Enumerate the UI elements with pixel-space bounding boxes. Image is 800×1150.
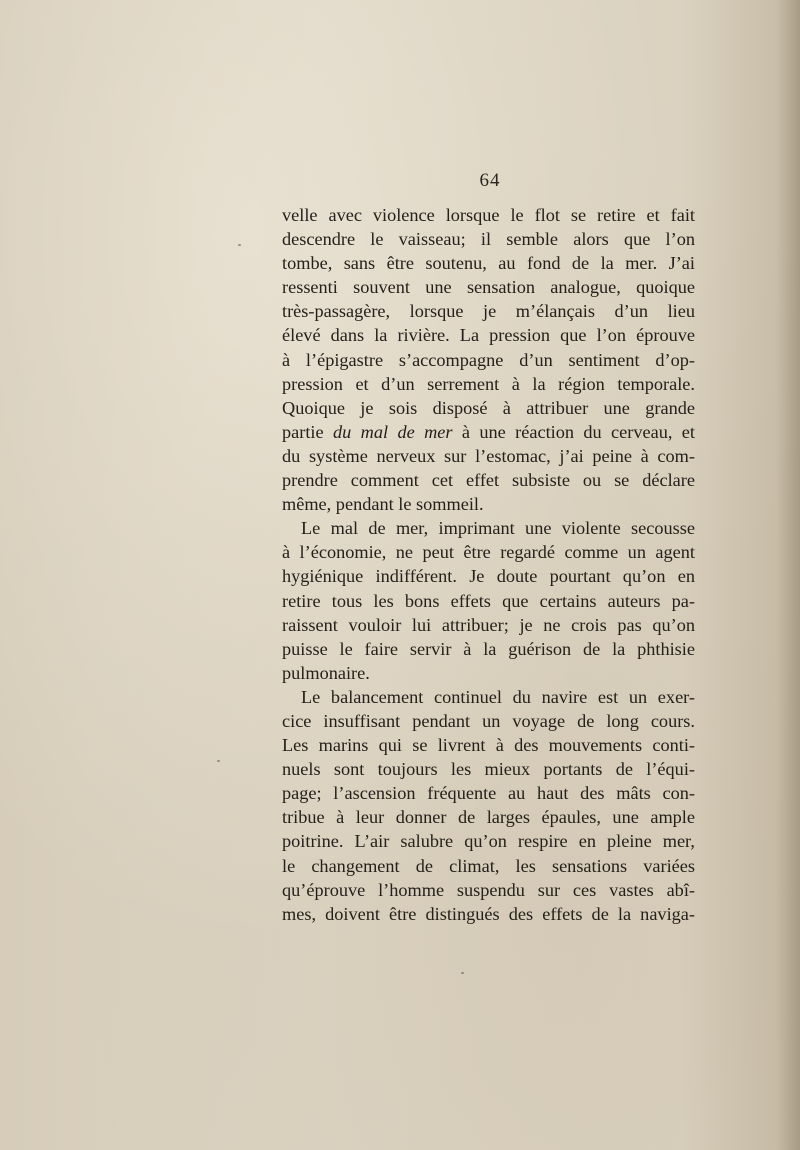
- text-line: prendre comment cet effet subsiste ou se déclare: [282, 470, 695, 491]
- text-line: ressenti souvent une sensation analogue, quoique: [282, 277, 695, 298]
- text-line: même, pendant le sommeil.: [282, 494, 484, 515]
- text-line: Les marins qui se livrent à des mouvements conti-: [282, 735, 695, 756]
- text-line: le changement de climat, les sensations variées: [282, 855, 695, 876]
- text-line: velle avec violence lorsque le flot se retire et fait: [282, 205, 695, 225]
- text-line: Quoique je sois disposé à attribuer une grande: [282, 397, 695, 418]
- body-text: [282, 203, 695, 926]
- text-line: [282, 420, 695, 444]
- text-line: du système nerveux sur l’estomac, j’ai peine à com-: [282, 445, 695, 466]
- paper-speck: [461, 972, 464, 974]
- text-line: tombe, sans être soutenu, au fond de la mer. J’ai: [282, 253, 695, 274]
- paper-speck: [217, 760, 220, 762]
- text-line: élevé dans la rivière. La pression que l’on éprouve: [282, 325, 695, 346]
- paper-speck: [238, 244, 241, 246]
- text-line: retire tous les bons effets que certains auteurs pa-: [282, 590, 695, 611]
- text-segment: partie: [282, 421, 333, 442]
- page-number: 64: [479, 170, 501, 191]
- text-line: pulmonaire.: [282, 662, 370, 683]
- text-line: qu’éprouve l’homme suspendu sur ces vastes abî-: [282, 879, 695, 900]
- text-line: mes, doivent être distingués des effets de la naviga-: [282, 903, 695, 924]
- italic-phrase: du mal de mer: [333, 421, 453, 442]
- text-line: cice insuffisant pendant un voyage de long cours.: [282, 710, 695, 731]
- text-line: poitrine. L’air salubre qu’on respire en pleine mer,: [282, 831, 695, 852]
- text-line: tribue à leur donner de larges épaules, une ample: [282, 807, 695, 828]
- text-line: à l’économie, ne peut être regardé comme un agent: [282, 542, 695, 563]
- text-line: à l’épigastre s’accompagne d’un sentiment d’op-: [282, 349, 695, 370]
- text-line: très-passagère, lorsque je m’élançais d’un lieu: [282, 301, 695, 322]
- text-line: nuels sont toujours les mieux portants de l’équi-: [282, 759, 695, 780]
- text-line: page; l’ascension fréquente au haut des mâts con-: [282, 783, 695, 804]
- text-line: pression et d’un serrement à la région temporale.: [282, 373, 695, 394]
- text-line: raissent vouloir lui attribuer; je ne crois pas qu’on: [282, 614, 695, 635]
- text-line: Le mal de mer, imprimant une violente secousse: [301, 518, 695, 539]
- text-segment: à une réaction du cerveau, et: [452, 421, 696, 442]
- text-line: puisse le faire servir à la guérison de la phthisie: [282, 638, 695, 659]
- text-line: hygiénique indifférent. Je doute pourtant qu’on en: [282, 566, 695, 587]
- text-line: Le balancement continuel du navire est un exer-: [301, 686, 695, 707]
- text-line: descendre le vaisseau; il semble alors que l’on: [282, 229, 695, 250]
